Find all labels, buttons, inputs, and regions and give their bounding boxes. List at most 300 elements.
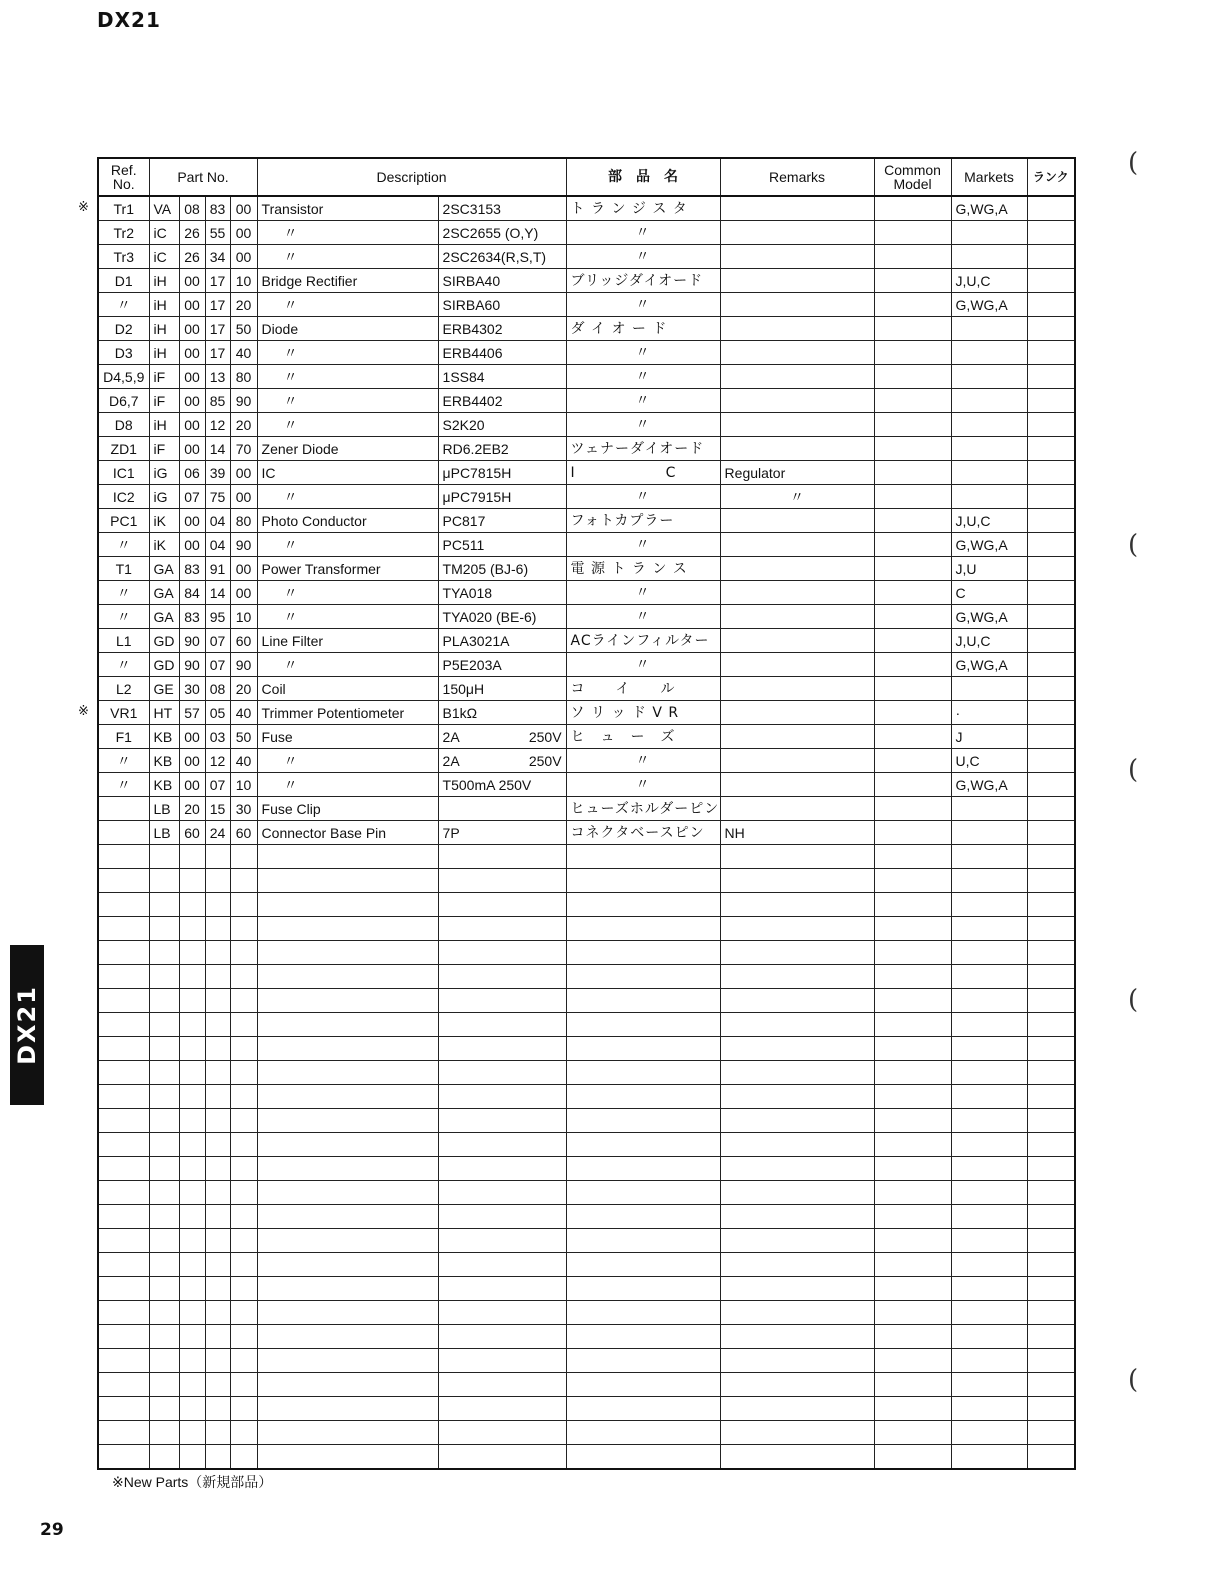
- empty-cell: [438, 869, 566, 893]
- empty-cell: [874, 1085, 951, 1109]
- part-no-segment: 30: [179, 677, 205, 701]
- empty-cell: [149, 917, 179, 941]
- empty-cell: [566, 1133, 720, 1157]
- rank-cell: [1027, 533, 1075, 557]
- part-no-segment: 00: [230, 221, 257, 245]
- empty-cell: [205, 1037, 230, 1061]
- empty-cell: [566, 893, 720, 917]
- table-row: [98, 725, 1075, 749]
- part-no-segment: 85: [205, 389, 230, 413]
- footnote-new-parts: ※New Parts（新規部品）: [112, 1474, 273, 1490]
- remarks-cell: NH: [720, 821, 874, 845]
- description-cell: Zener Diode: [257, 437, 438, 461]
- empty-cell: [179, 869, 205, 893]
- empty-cell: [951, 1205, 1027, 1229]
- jp-name-cell: 〃: [566, 653, 720, 677]
- empty-cell: [230, 1253, 257, 1277]
- empty-cell: [720, 845, 874, 869]
- empty-cell: [257, 1157, 438, 1181]
- part-no-segment: 12: [205, 749, 230, 773]
- empty-cell: [205, 1445, 230, 1470]
- part-no-segment: 83: [179, 605, 205, 629]
- spec-cell: μPC7815H: [438, 461, 566, 485]
- part-no-segment: 20: [230, 677, 257, 701]
- empty-cell: [257, 1445, 438, 1470]
- part-no-segment: GA: [149, 605, 179, 629]
- markets-cell: J: [951, 725, 1027, 749]
- spec-cell: P5E203A: [438, 653, 566, 677]
- part-no-segment: 40: [230, 749, 257, 773]
- common-model-cell: [874, 461, 951, 485]
- rank-cell: [1027, 437, 1075, 461]
- empty-cell: [230, 1037, 257, 1061]
- rank-cell: [1027, 509, 1075, 533]
- rank-cell: [1027, 341, 1075, 365]
- part-no-segment: 07: [205, 653, 230, 677]
- empty-cell: [205, 965, 230, 989]
- part-no-segment: 07: [179, 485, 205, 509]
- part-no-segment: 00: [179, 533, 205, 557]
- blank-table-row: [98, 1253, 1075, 1277]
- common-model-cell: [874, 605, 951, 629]
- common-model-cell: [874, 797, 951, 821]
- blank-table-row: [98, 989, 1075, 1013]
- empty-cell: [179, 1397, 205, 1421]
- common-model-cell: [874, 365, 951, 389]
- empty-cell: [205, 1085, 230, 1109]
- part-no-segment: 00: [230, 245, 257, 269]
- ref-no-cell: D3: [98, 341, 149, 365]
- empty-cell: [257, 1301, 438, 1325]
- description-cell: 〃: [257, 221, 438, 245]
- empty-cell: [874, 1421, 951, 1445]
- part-no-segment: 00: [179, 509, 205, 533]
- empty-cell: [98, 1277, 149, 1301]
- empty-cell: [179, 1205, 205, 1229]
- description-cell: 〃: [257, 245, 438, 269]
- common-model-cell: [874, 677, 951, 701]
- empty-cell: [257, 869, 438, 893]
- empty-cell: [1027, 1397, 1075, 1421]
- empty-cell: [720, 1445, 874, 1470]
- markets-cell: G,WG,A: [951, 653, 1027, 677]
- table-row: [98, 821, 1075, 845]
- empty-cell: [951, 893, 1027, 917]
- markets-cell: G,WG,A: [951, 293, 1027, 317]
- jp-name-cell: フォトカプラー: [566, 509, 720, 533]
- markets-cell: [951, 821, 1027, 845]
- empty-cell: [230, 941, 257, 965]
- empty-cell: [566, 1061, 720, 1085]
- empty-cell: [1027, 845, 1075, 869]
- part-no-segment: 26: [179, 221, 205, 245]
- empty-cell: [438, 1253, 566, 1277]
- part-no-segment: 20: [230, 293, 257, 317]
- rank-cell: [1027, 485, 1075, 509]
- empty-cell: [874, 1301, 951, 1325]
- empty-cell: [149, 1229, 179, 1253]
- table-row: [98, 341, 1075, 365]
- description-cell: Photo Conductor: [257, 509, 438, 533]
- col-description-header: Description: [257, 158, 566, 196]
- jp-name-cell: ダ イ オ ー ド: [566, 317, 720, 341]
- remarks-cell: [720, 701, 874, 725]
- table-row: [98, 437, 1075, 461]
- empty-cell: [438, 1445, 566, 1470]
- part-no-segment: 39: [205, 461, 230, 485]
- table-row: [98, 365, 1075, 389]
- empty-cell: [179, 1109, 205, 1133]
- part-no-segment: iF: [149, 389, 179, 413]
- page-number: 29: [40, 1520, 64, 1540]
- empty-cell: [98, 1061, 149, 1085]
- table-header-row: [98, 158, 1075, 196]
- table-row: [98, 461, 1075, 485]
- ref-no-cell: [98, 821, 149, 845]
- part-no-segment: 83: [205, 196, 230, 221]
- empty-cell: [257, 1205, 438, 1229]
- empty-cell: [438, 941, 566, 965]
- part-no-segment: 30: [230, 797, 257, 821]
- empty-cell: [720, 1085, 874, 1109]
- parts-table-body: [98, 196, 1075, 1469]
- empty-cell: [1027, 1301, 1075, 1325]
- empty-cell: [438, 1229, 566, 1253]
- part-no-segment: 95: [205, 605, 230, 629]
- common-model-cell: [874, 196, 951, 221]
- empty-cell: [257, 989, 438, 1013]
- spec-cell: [438, 749, 566, 773]
- empty-cell: [951, 1325, 1027, 1349]
- empty-cell: [566, 1349, 720, 1373]
- part-no-segment: 60: [230, 629, 257, 653]
- empty-cell: [205, 1397, 230, 1421]
- empty-cell: [98, 1301, 149, 1325]
- markets-cell: [951, 437, 1027, 461]
- empty-cell: [1027, 1445, 1075, 1470]
- description-cell: 〃: [257, 389, 438, 413]
- empty-cell: [149, 1301, 179, 1325]
- empty-cell: [874, 1349, 951, 1373]
- empty-cell: [951, 965, 1027, 989]
- markets-cell: [951, 413, 1027, 437]
- empty-cell: [720, 1325, 874, 1349]
- col-part-no-header: Part No.: [149, 158, 257, 196]
- rank-cell: [1027, 196, 1075, 221]
- jp-name-cell: ツェナーダイオード: [566, 437, 720, 461]
- rank-cell: [1027, 581, 1075, 605]
- empty-cell: [149, 1325, 179, 1349]
- spec-cell: RD6.2EB2: [438, 437, 566, 461]
- ref-no-cell: 〃: [98, 653, 149, 677]
- empty-cell: [98, 1013, 149, 1037]
- blank-table-row: [98, 1061, 1075, 1085]
- ref-no-cell: IC1: [98, 461, 149, 485]
- empty-cell: [149, 1277, 179, 1301]
- table-row: [98, 317, 1075, 341]
- part-no-segment: 40: [230, 341, 257, 365]
- empty-cell: [98, 845, 149, 869]
- spec-cell: PLA3021A: [438, 629, 566, 653]
- ref-no-cell: D8: [98, 413, 149, 437]
- remarks-cell: [720, 196, 874, 221]
- blank-table-row: [98, 1181, 1075, 1205]
- empty-cell: [951, 1037, 1027, 1061]
- table-row: [98, 485, 1075, 509]
- part-no-segment: 50: [230, 725, 257, 749]
- empty-cell: [230, 1181, 257, 1205]
- description-cell: Trimmer Potentiometer: [257, 701, 438, 725]
- remarks-cell: [720, 653, 874, 677]
- empty-cell: [230, 1157, 257, 1181]
- ref-no-cell: Tr1: [98, 196, 149, 221]
- table-row: [98, 413, 1075, 437]
- empty-cell: [179, 989, 205, 1013]
- empty-cell: [179, 1133, 205, 1157]
- empty-cell: [951, 1397, 1027, 1421]
- ref-no-cell: D6,7: [98, 389, 149, 413]
- empty-cell: [438, 965, 566, 989]
- jp-name-cell: 〃: [566, 773, 720, 797]
- empty-cell: [205, 917, 230, 941]
- blank-table-row: [98, 1277, 1075, 1301]
- empty-cell: [951, 917, 1027, 941]
- empty-cell: [720, 1397, 874, 1421]
- empty-cell: [874, 869, 951, 893]
- part-no-segment: 00: [179, 341, 205, 365]
- empty-cell: [230, 1085, 257, 1109]
- part-no-segment: 84: [179, 581, 205, 605]
- rank-cell: [1027, 773, 1075, 797]
- empty-cell: [438, 893, 566, 917]
- markets-cell: G,WG,A: [951, 605, 1027, 629]
- empty-cell: [1027, 1109, 1075, 1133]
- empty-cell: [149, 1061, 179, 1085]
- empty-cell: [179, 1373, 205, 1397]
- empty-cell: [720, 1157, 874, 1181]
- empty-cell: [1027, 917, 1075, 941]
- description-cell: Coil: [257, 677, 438, 701]
- part-no-segment: 90: [230, 389, 257, 413]
- common-model-cell: [874, 629, 951, 653]
- part-no-segment: iC: [149, 221, 179, 245]
- blank-table-row: [98, 845, 1075, 869]
- empty-cell: [438, 1157, 566, 1181]
- spec-cell: SIRBA60: [438, 293, 566, 317]
- part-no-segment: 12: [205, 413, 230, 437]
- empty-cell: [438, 1061, 566, 1085]
- empty-cell: [951, 845, 1027, 869]
- empty-cell: [98, 869, 149, 893]
- jp-name-cell: ヒ ュ ー ズ: [566, 725, 720, 749]
- part-no-segment: 55: [205, 221, 230, 245]
- jp-name-cell: コ イ ル: [566, 677, 720, 701]
- spec-cell: SIRBA40: [438, 269, 566, 293]
- empty-cell: [566, 1109, 720, 1133]
- ref-no-cell: [98, 797, 149, 821]
- ref-no-cell: 〃: [98, 749, 149, 773]
- empty-cell: [230, 1421, 257, 1445]
- empty-cell: [720, 941, 874, 965]
- empty-cell: [1027, 1229, 1075, 1253]
- empty-cell: [179, 1013, 205, 1037]
- empty-cell: [230, 965, 257, 989]
- jp-name-cell: 〃: [566, 221, 720, 245]
- description-cell: Fuse: [257, 725, 438, 749]
- table-row: [98, 797, 1075, 821]
- empty-cell: [230, 1205, 257, 1229]
- empty-cell: [230, 1229, 257, 1253]
- markets-cell: ·: [951, 701, 1027, 725]
- empty-cell: [1027, 989, 1075, 1013]
- common-model-cell: [874, 341, 951, 365]
- jp-name-cell: 〃: [566, 581, 720, 605]
- empty-cell: [438, 1421, 566, 1445]
- empty-cell: [951, 1349, 1027, 1373]
- part-no-segment: iH: [149, 317, 179, 341]
- empty-cell: [257, 1325, 438, 1349]
- jp-name-cell: 〃: [566, 749, 720, 773]
- empty-cell: [1027, 1421, 1075, 1445]
- part-no-segment: KB: [149, 725, 179, 749]
- ref-no-cell: 〃: [98, 533, 149, 557]
- markets-cell: G,WG,A: [951, 773, 1027, 797]
- col-ref-header: Ref. No.: [98, 158, 149, 196]
- spec-value: 2A: [442, 752, 460, 769]
- empty-cell: [98, 1349, 149, 1373]
- part-no-segment: 00: [179, 269, 205, 293]
- part-no-segment: iF: [149, 437, 179, 461]
- rank-cell: [1027, 725, 1075, 749]
- common-model-cell: [874, 749, 951, 773]
- empty-cell: [205, 1373, 230, 1397]
- table-row: [98, 533, 1075, 557]
- blank-table-row: [98, 893, 1075, 917]
- empty-cell: [98, 1421, 149, 1445]
- empty-cell: [205, 941, 230, 965]
- table-row: [98, 605, 1075, 629]
- empty-cell: [874, 893, 951, 917]
- side-model-tab-label: DX21: [13, 985, 41, 1065]
- empty-cell: [179, 1301, 205, 1325]
- remarks-cell: [720, 773, 874, 797]
- jp-name-cell: ヒューズホルダーピン: [566, 797, 720, 821]
- empty-cell: [179, 917, 205, 941]
- part-no-segment: iH: [149, 269, 179, 293]
- ref-no-cell: VR1: [98, 701, 149, 725]
- empty-cell: [1027, 1157, 1075, 1181]
- table-row: [98, 245, 1075, 269]
- markets-cell: [951, 461, 1027, 485]
- part-no-segment: 80: [230, 365, 257, 389]
- rank-cell: [1027, 749, 1075, 773]
- rank-cell: [1027, 701, 1075, 725]
- part-no-segment: 00: [230, 196, 257, 221]
- empty-cell: [566, 1301, 720, 1325]
- blank-table-row: [98, 1397, 1075, 1421]
- blank-table-row: [98, 1037, 1075, 1061]
- part-no-segment: 57: [179, 701, 205, 725]
- part-no-segment: KB: [149, 773, 179, 797]
- ref-no-cell: 〃: [98, 581, 149, 605]
- rank-cell: [1027, 293, 1075, 317]
- empty-cell: [257, 845, 438, 869]
- empty-cell: [438, 989, 566, 1013]
- blank-table-row: [98, 1301, 1075, 1325]
- ref-no-cell: D2: [98, 317, 149, 341]
- empty-cell: [205, 1349, 230, 1373]
- empty-cell: [205, 1061, 230, 1085]
- part-no-segment: 00: [179, 725, 205, 749]
- empty-cell: [179, 1181, 205, 1205]
- empty-cell: [951, 1301, 1027, 1325]
- empty-cell: [720, 1301, 874, 1325]
- empty-cell: [230, 893, 257, 917]
- empty-cell: [1027, 1205, 1075, 1229]
- empty-cell: [205, 1325, 230, 1349]
- empty-cell: [951, 1421, 1027, 1445]
- empty-cell: [874, 965, 951, 989]
- spec-cell: B1kΩ: [438, 701, 566, 725]
- remarks-cell: Regulator: [720, 461, 874, 485]
- rank-cell: [1027, 557, 1075, 581]
- description-cell: 〃: [257, 341, 438, 365]
- empty-cell: [951, 1253, 1027, 1277]
- empty-cell: [230, 1061, 257, 1085]
- empty-cell: [230, 1277, 257, 1301]
- empty-cell: [205, 1301, 230, 1325]
- empty-cell: [720, 1181, 874, 1205]
- spec-cell: PC511: [438, 533, 566, 557]
- empty-cell: [566, 1445, 720, 1470]
- empty-cell: [874, 845, 951, 869]
- empty-cell: [149, 989, 179, 1013]
- part-no-segment: iG: [149, 485, 179, 509]
- empty-cell: [149, 1205, 179, 1229]
- remarks-cell: 〃: [720, 485, 874, 509]
- empty-cell: [438, 1397, 566, 1421]
- description-cell: 〃: [257, 749, 438, 773]
- empty-cell: [257, 941, 438, 965]
- common-model-cell: [874, 245, 951, 269]
- remarks-cell: [720, 341, 874, 365]
- part-no-segment: 00: [179, 293, 205, 317]
- empty-cell: [179, 1277, 205, 1301]
- empty-cell: [149, 1349, 179, 1373]
- empty-cell: [951, 1085, 1027, 1109]
- empty-cell: [257, 1253, 438, 1277]
- spec-cell: 7P: [438, 821, 566, 845]
- empty-cell: [720, 989, 874, 1013]
- empty-cell: [438, 1181, 566, 1205]
- empty-cell: [1027, 1253, 1075, 1277]
- spec-cell: S2K20: [438, 413, 566, 437]
- empty-cell: [98, 941, 149, 965]
- empty-cell: [257, 1013, 438, 1037]
- empty-cell: [98, 1109, 149, 1133]
- empty-cell: [98, 1205, 149, 1229]
- empty-cell: [566, 941, 720, 965]
- empty-cell: [205, 1157, 230, 1181]
- empty-cell: [1027, 869, 1075, 893]
- rank-cell: [1027, 677, 1075, 701]
- table-row: [98, 677, 1075, 701]
- markets-cell: [951, 365, 1027, 389]
- description-cell: Fuse Clip: [257, 797, 438, 821]
- part-no-segment: 17: [205, 341, 230, 365]
- table-row: [98, 196, 1075, 221]
- empty-cell: [1027, 893, 1075, 917]
